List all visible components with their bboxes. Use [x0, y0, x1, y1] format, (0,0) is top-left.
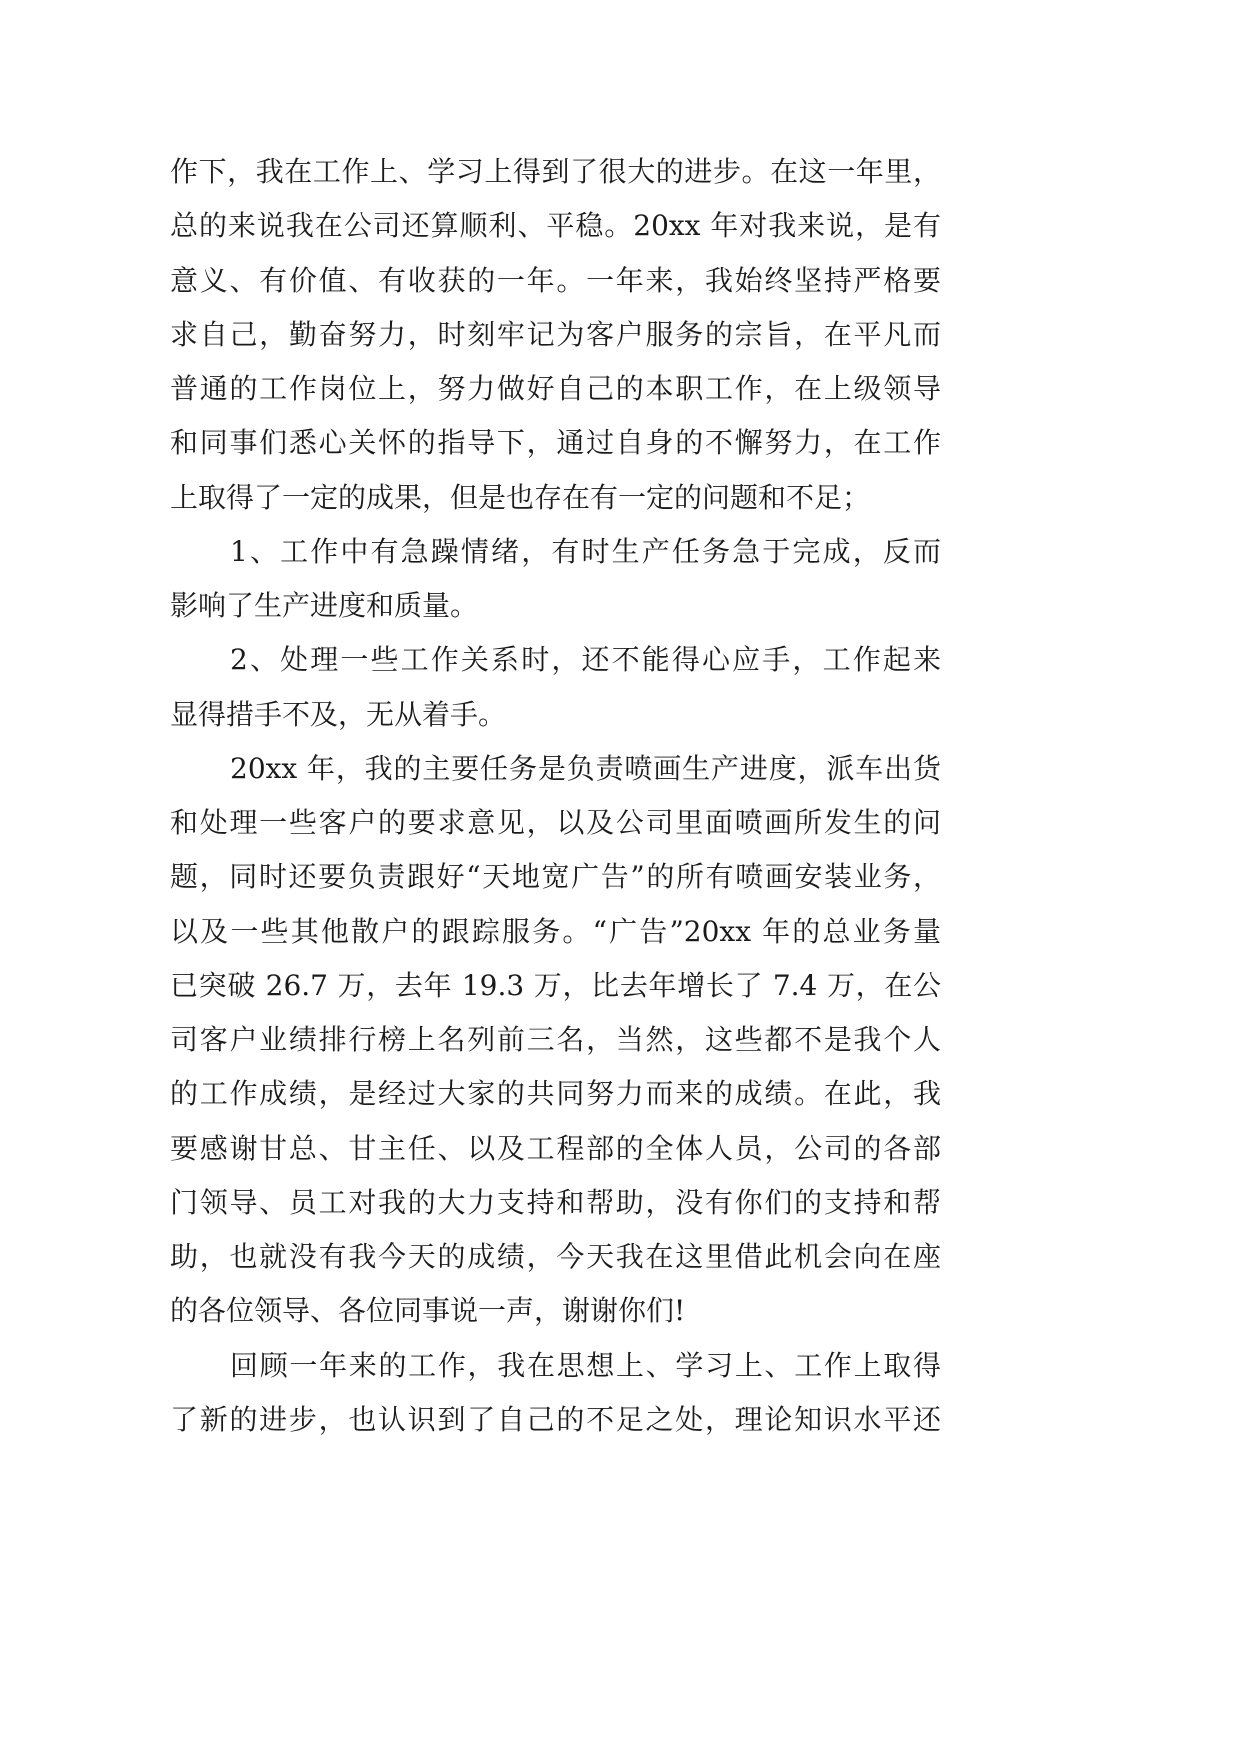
text-line: 1、工作中有急躁情绪，有时生产任务急于完成，反而 [230, 534, 941, 568]
text-line: 20xx 年，我的主要任务是负责喷画生产进度，派车出货 [230, 751, 941, 785]
text-line: 影响了生产进度和质量。 [170, 589, 479, 622]
text-line: 作下，我在工作上、学习上得到了很大的进步。在这一年里， [170, 155, 941, 188]
paragraph [170, 633, 941, 742]
text-line: 意义、有价值、有收获的一年。一年来，我始终坚持严格要 [170, 263, 941, 297]
text-line: 上取得了一定的成果，但是也存在有一定的问题和不足； [170, 480, 871, 514]
text-line: 的工作成绩，是经过大家的共同努力而来的成绩。在此，我 [170, 1077, 941, 1111]
text-line: 要感谢甘总、甘主任、以及工程部的全体人员，公司的各部 [170, 1131, 941, 1165]
body-text [170, 145, 941, 1447]
text-line: 以及一些其他散户的跟踪服务。“广告”20xx 年的总业务量 [170, 914, 941, 948]
text-line: 总的来说我在公司还算顺利、平稳。20xx 年对我来说，是有 [170, 209, 941, 243]
text-line: 求自己，勤奋努力，时刻牢记为客户服务的宗旨，在平凡而 [170, 317, 941, 351]
text-line: 了新的进步，也认识到了自己的不足之处，理论知识水平还 [170, 1402, 941, 1436]
text-line: 门领导、员工对我的大力支持和帮助，没有你们的支持和帮 [170, 1185, 941, 1219]
text-line: 2、处理一些工作关系时，还不能得心应手，工作起来 [230, 643, 941, 677]
text-line: 的各位领导、各位同事说一声，谢谢你们! [170, 1294, 686, 1328]
text-line: 显得措手不及，无从着手。 [170, 697, 507, 731]
text-line: 和处理一些客户的要求意见，以及公司里面喷画所发生的问 [170, 806, 941, 839]
paragraph [170, 742, 941, 1339]
text-line: 题，同时还要负责跟好“天地宽广告”的所有喷画安装业务， [170, 860, 941, 894]
text-line: 助，也就没有我今天的成绩，今天我在这里借此机会向在座 [170, 1240, 941, 1273]
text-line: 和同事们悉心关怀的指导下，通过自身的不懈努力，在工作 [170, 426, 941, 460]
text-line: 已突破 26.7 万，去年 19.3 万，比去年增长了 7.4 万，在公 [170, 968, 941, 1002]
paragraph [170, 145, 941, 525]
paragraph [170, 525, 941, 634]
text-line: 普通的工作岗位上，努力做好自己的本职工作，在上级领导 [170, 372, 941, 405]
text-line: 回顾一年来的工作，我在思想上、学习上、工作上取得 [230, 1348, 941, 1382]
text-line: 司客户业绩排行榜上名列前三名，当然，这些都不是我个人 [170, 1023, 941, 1056]
paragraph [170, 1339, 941, 1448]
